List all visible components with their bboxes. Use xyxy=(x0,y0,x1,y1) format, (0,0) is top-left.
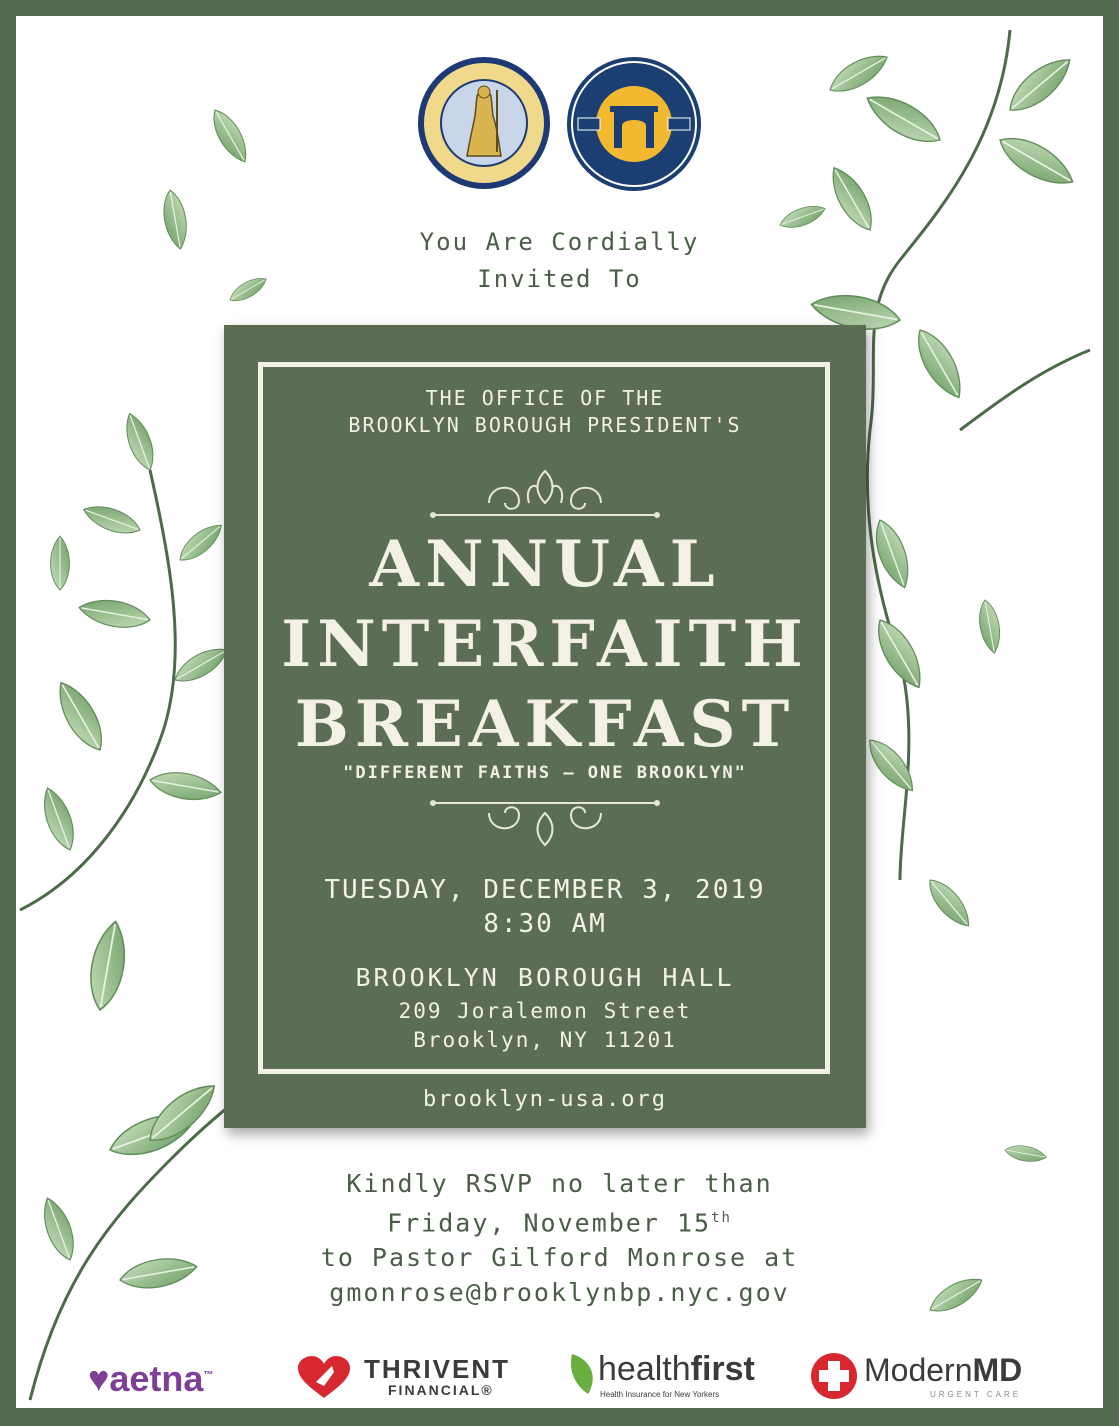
healthfirst-wordmark xyxy=(598,1350,755,1389)
event-address xyxy=(224,997,866,1055)
event-tagline: "DIFFERENT FAITHS – ONE BROOKLYN" xyxy=(343,763,747,783)
intro-line-1: You Are Cordially xyxy=(419,228,700,256)
healthfirst-logo xyxy=(568,1350,758,1406)
thrivent-sub: FINANCIAL® xyxy=(388,1382,494,1398)
title-line-2: INTERFAITH xyxy=(281,607,809,682)
title-line-3: BREAKFAST xyxy=(294,687,796,762)
modernmd-word-b: MD xyxy=(972,1352,1023,1388)
invitation-card xyxy=(224,325,866,1128)
aetna-trademark: ™ xyxy=(203,1370,214,1381)
office-line-2: BROOKLYN BOROUGH PRESIDENT'S xyxy=(348,413,742,437)
aetna-wordmark: aetna xyxy=(109,1358,204,1399)
heart-icon: ♥ xyxy=(88,1358,110,1399)
rsvp-date: Friday, November 15 xyxy=(387,1208,712,1238)
bottom-flourish-icon xyxy=(429,795,661,853)
healthfirst-leaf-icon xyxy=(568,1352,598,1396)
thrivent-wordmark: THRIVENT xyxy=(364,1354,510,1384)
thrivent-heart-icon xyxy=(298,1356,350,1400)
address-line-1: 209 Joralemon Street xyxy=(398,999,692,1023)
event-datetime xyxy=(224,873,866,941)
event-date: TUESDAY, DECEMBER 3, 2019 xyxy=(324,875,766,905)
event-time: 8:30 AM xyxy=(483,909,607,939)
rsvp-date-suffix: th xyxy=(711,1210,732,1226)
website-link[interactable]: brooklyn-usa.org xyxy=(423,1087,667,1112)
rsvp-email-link[interactable]: gmonrose@brooklynbp.nyc.gov xyxy=(329,1278,790,1308)
modernmd-word-a: Modern xyxy=(864,1352,973,1388)
healthfirst-tagline: Health Insurance for New Yorkers xyxy=(600,1390,720,1399)
header-logos xyxy=(0,52,1119,202)
one-brooklyn-fund-logo-icon xyxy=(566,56,702,192)
aetna-logo xyxy=(88,1358,213,1414)
healthfirst-word-a: health xyxy=(598,1350,691,1388)
event-title xyxy=(224,525,866,765)
top-flourish-icon xyxy=(429,463,661,521)
address-line-2: Brooklyn, NY 11201 xyxy=(413,1028,677,1052)
intro-text xyxy=(0,224,1119,298)
rsvp-line-1: Kindly RSVP no later than xyxy=(346,1169,773,1198)
rsvp-line-2 xyxy=(0,1201,1119,1240)
intro-line-2: Invited To xyxy=(477,265,642,293)
rsvp-line-3: to Pastor Gilford Monrose at xyxy=(320,1243,799,1273)
event-venue: BROOKLYN BOROUGH HALL xyxy=(355,963,735,992)
modernmd-logo xyxy=(810,1350,1040,1406)
thrivent-logo xyxy=(298,1350,528,1406)
host-office xyxy=(224,385,866,439)
office-line-1: THE OFFICE OF THE xyxy=(425,386,665,410)
medical-cross-icon xyxy=(810,1352,858,1400)
modernmd-wordmark xyxy=(864,1352,1022,1389)
modernmd-sub: URGENT CARE xyxy=(930,1390,1022,1399)
title-line-1: ANNUAL xyxy=(369,527,721,602)
healthfirst-word-b: first xyxy=(690,1350,755,1388)
city-of-brooklyn-seal-icon xyxy=(417,56,551,190)
sponsor-logos xyxy=(0,1350,1119,1406)
rsvp-text xyxy=(0,1166,1119,1310)
